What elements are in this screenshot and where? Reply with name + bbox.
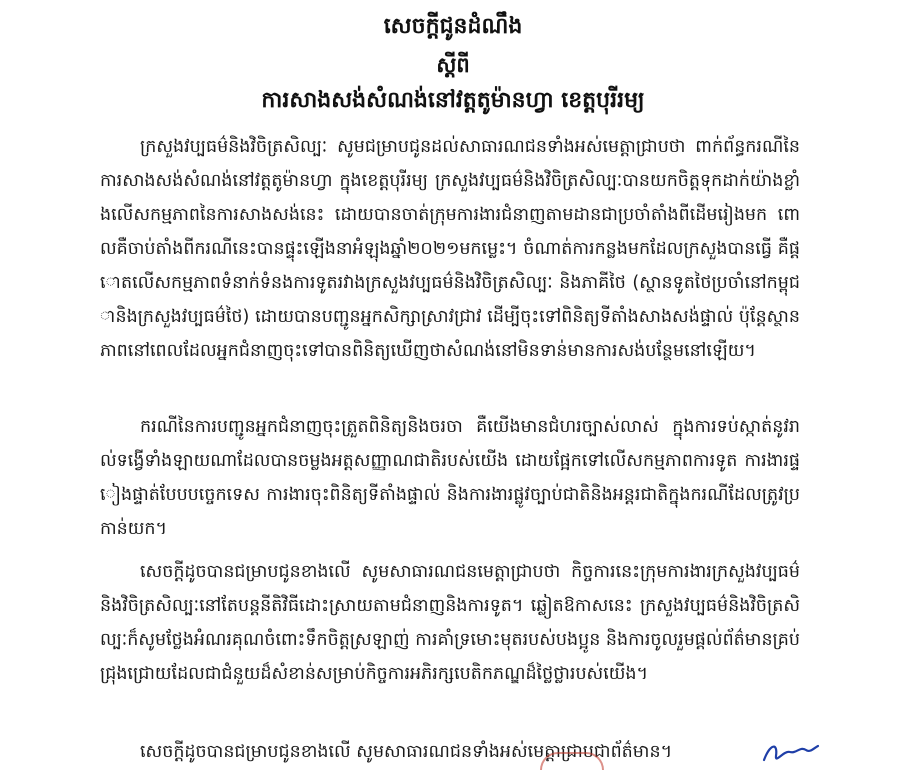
paragraph-2: ករណីនៃការបញ្ជូនអ្នកជំនាញចុះត្រួតពិនិត្យនិងចរចា គឺយើងមានជំហរច្បាស់លាស់ ក្នុងការទប់ស្កាត់នូវរាល់ទង្វើទាំងឡាយណាដែលបានចម្លងអត្តសញ្ញាណជាតិរបស់យើង ដោយផ្អែកទៅលើសកម្មភាពការទូត ការងារផ្ទៀងផ្ទាត់បែបបច្ចេកទេស ការងារចុះពិនិត្យទីតាំងផ្ទាល់ និងការងារផ្លូវច្បាប់ជាតិនិងអន្តរជាតិក្នុងករណីដែលត្រូវប្រកាន់យក។: [100, 417, 800, 539]
notice-heading: ការសាងសង់សំណង់នៅវត្តតូម៉ានហ្វា ខេត្តបុរីរម្យ: [261, 88, 645, 113]
notice-subtitle: ស្តីពី: [436, 53, 470, 77]
paragraph-1: ក្រសួងវប្បធម៌និងវិចិត្រសិល្បៈ សូមជម្រាបជូនដល់សាធារណជនទាំងអស់មេត្តាជ្រាបថា ពាក់ព័ន្ធករណីនៃការសាងសង់សំណង់នៅវត្តតូម៉ានហ្វា ក្នុងខេត្តបុរីរម្យ ក្រសួងវប្បធម៌និងវិចិត្រសិល្បៈបានយកចិត្តទុកដាក់យ៉ាងខ្លាំងលើសកម្មភាពនៃការសាងសង់នេះ ដោយបានចាត់ក្រុមការងារជំនាញតាមដានជាប្រចាំតាំងពីដើមរៀងមក ពោលគឺចាប់តាំងពីករណីនេះបានផ្ទុះឡើងនាអំឡុងឆ្នាំ២០២១មកម្លេះ។ ចំណាត់ការកន្លងមកដែលក្រសួងបានធ្វើ គឺផ្តោតលើសកម្មភាពទំនាក់ទំនងការទូតរវាងក្រសួងវប្បធម៌និងវិចិត្រសិល្បៈ និងភាគីថៃ (ស្ថានទូតថៃប្រចាំនៅកម្ពុជានិងក្រសួងវប្បធម៌ថៃ) ដោយបានបញ្ជូនអ្នកសិក្សាស្រាវជ្រាវ ដើម្បីចុះទៅពិនិត្យទីតាំងសាងសង់ផ្ទាល់ ប៉ុន្តែស្ថានភាពនៅពេលដែលអ្នកជំនាញចុះទៅបានពិនិត្យឃើញថាសំណង់នៅមិនទាន់មានការសង់បន្ថែមនៅឡើយ។: [100, 137, 800, 361]
notice-title: សេចក្តីជូនដំណឹង: [383, 14, 523, 39]
paragraph-4: សេចក្តីដូចបានជម្រាបជូនខាងលើ សូមសាធារណជនទាំងអស់មេត្តាជ្រាបជាព័ត៌មាន។: [140, 742, 673, 762]
signature-mark: [760, 738, 820, 768]
paragraph-3: សេចក្តីដូចបានជម្រាបជូនខាងលើ សូមសាធារណជនមេត្តាជ្រាបថា កិច្ចការនេះក្រុមការងារក្រសួងវប្បធម៌និងវិចិត្រសិល្បៈនៅតែបន្តនីតិវិធីដោះស្រាយតាមជំនាញនិងការទូត។ ឆ្លៀតឱកាសនេះ ក្រសួងវប្បធម៌និងវិចិត្រសិល្បៈក៏សូមថ្លែងអំណរគុណចំពោះទឹកចិត្តស្រឡាញ់ ការគាំទ្រមោះមុតរបស់បងប្អូន និងការចូលរួមផ្តល់ព័ត៌មានគ្រប់ជ្រុងជ្រោយដែលជាជំនួយដ៏សំខាន់សម្រាប់កិច្ចការអភិរក្សបេតិកភណ្ឌដ៏ថ្លៃថ្លារបស់យើង។: [100, 562, 800, 684]
official-stamp: [540, 752, 604, 770]
